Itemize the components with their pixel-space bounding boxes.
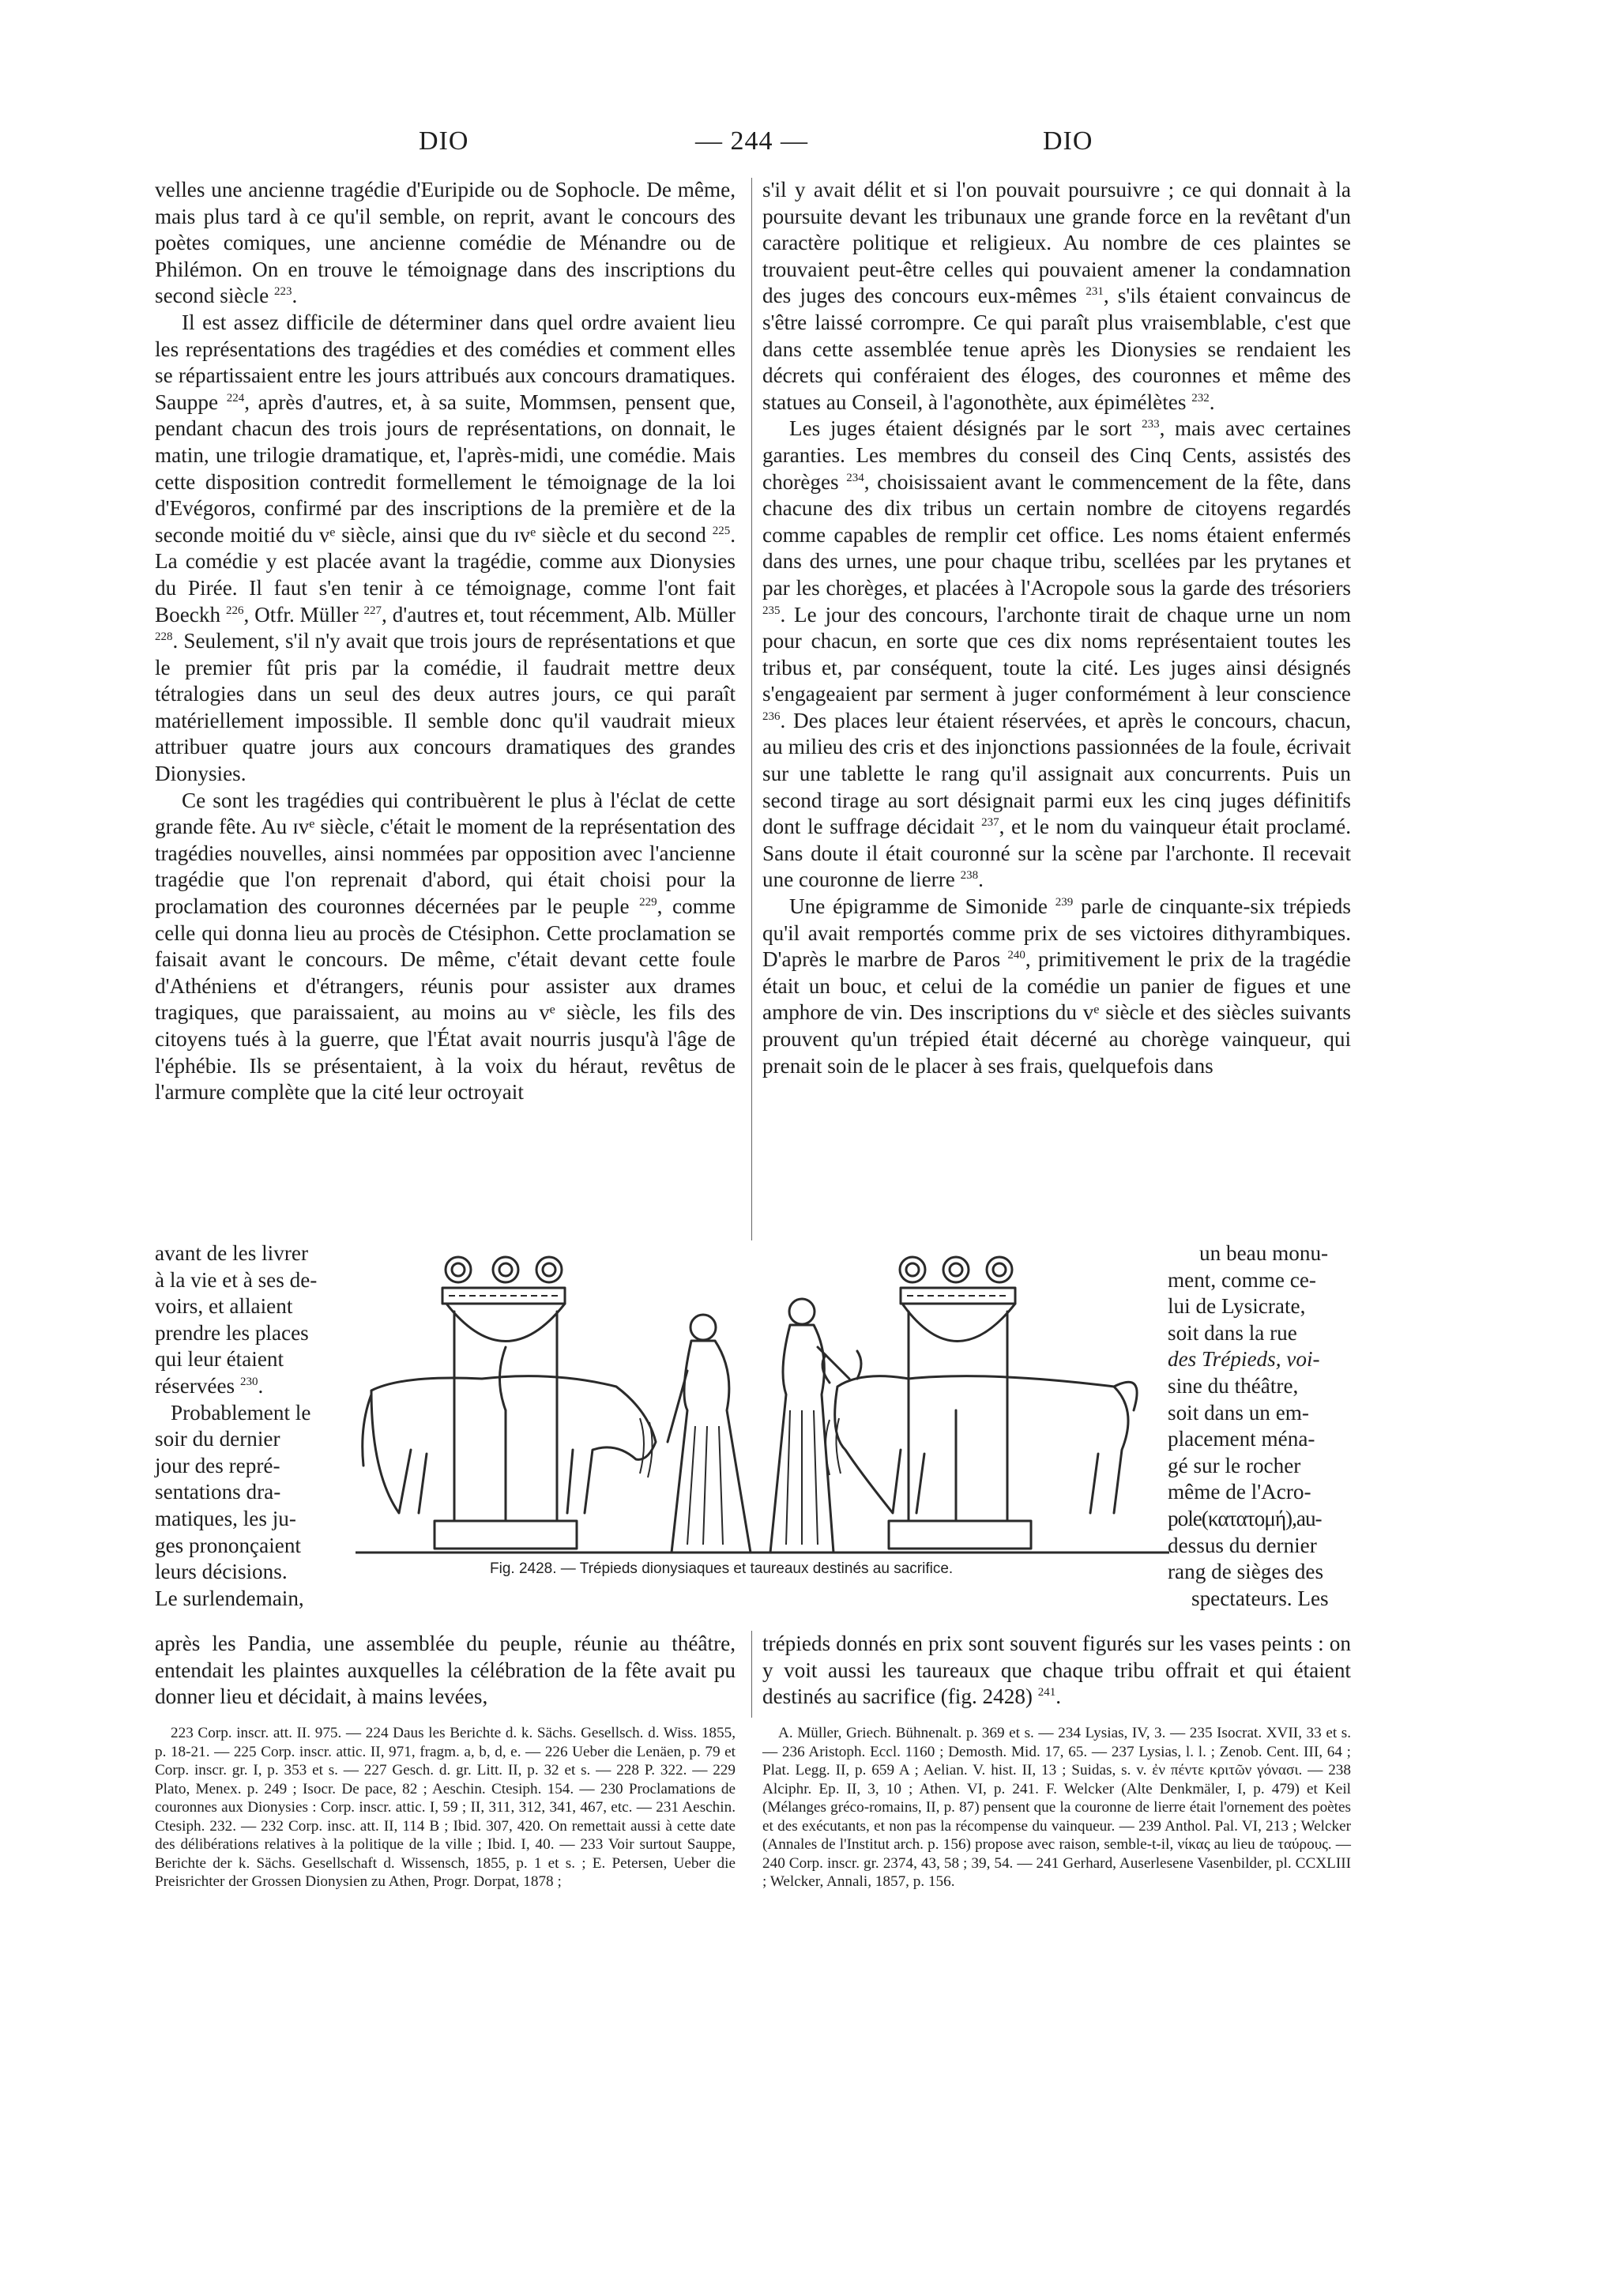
wrap-line: réservées $^{230}$.: [155, 1373, 264, 1398]
wrap-line: voirs, et allaient: [155, 1294, 293, 1319]
wrap-line: spectateurs. Les: [1191, 1586, 1329, 1610]
header-left: DIO: [419, 126, 469, 156]
left-paragraph-1: velles une ancienne tragédie d'Euripide ou de Sophocle. De même, mais plus tard à ce qu'il semble, on reprit, avant le concours des poètes comiques, une ancienne comédie de Ménandre ou de Philémon. On en trouve le témoignage dans des inscriptions du second siècle $^{223}$.: [155, 178, 736, 308]
left-bottom-paragraph: après les Pandia, une assemblée du peuple, réunie au théâtre, entendait les plaintes auxquelles la célébration de la fête avait pu donner lieu et décidait, à mains levées,: [155, 1632, 736, 1709]
wrap-line: leurs décisions.: [155, 1560, 288, 1584]
wrap-line: sentations dra-: [155, 1480, 281, 1504]
wrap-line: soit dans la rue: [1168, 1320, 1297, 1345]
wrap-line: qui leur étaient: [155, 1347, 284, 1372]
footnotes-right: A. Müller, Griech. Bühnenalt. p. 369 et s. — 234 Lysias, IV, 3. — 235 Isocrat. XVII, 33 et s. — 236 Aristoph. Eccl. 1160 ; Demosth. Mid. 17, 65. — 237 Lysias, l. l. ; Zenob. Cent. III, 64 ; Plat. Legg. II, p. 659 A ; Aelian. V. hist. II, 13 ; Suidas, s. v. ἐν πέντε κριτῶν γόνασι. — 238 Alciphr. Ep. II, 3, 10 ; Athen. VI, p. 241. F. Welcker (Alte Denkmäler, I, p. 479) et Keil (Mélanges gréco-romains, II, p. 87) pensent que la couronne de lierre était l'ornement des poètes et des exécutants, et non pas la récompense du vainqueur. — 239 Anthol. Pal. VI, 213 ; Welcker (Annales de l'Institut arch. p. 156) propose avec raison, semble-t-il, νίκας au lieu de ταύρους. — 240 Corp. inscr. gr. 2374, 43, 58 ; 39, 54. — 241 Gerhard, Auserlesene Vasenbilder, pl. CCXLIII ; Welcker, Annali, 1857, p. 156.: [762, 1725, 1351, 1890]
right-paragraph-2: Les juges étaient désignés par le sort $^{233}$, mais avec certaines garanties. Les membres du conseil des Cinq Cents, assistés des chorèges $^{234}$, choisissaient avant le commencement de la fête, dans chacune des dix tribus un certain nombre de citoyens regardés comme capables de remplir cet office. Les noms étaient enfermés dans des urnes, une pour chaque tribu, scellées par les prytanes et par les chorèges, et placées à l'Acropole sous la garde des trésoriers $^{235}$. Le jour des concours, l'archonte tirait de chaque urne un nom pour chacun, en sorte que ces dix noms représentaient toutes les tribus et, par conséquent, toute la cité. Les juges ainsi désignés s'engageaient par serment à juger conformément à leur conscience $^{236}$. Des places leur étaient réservées, et après le concours, chacun, au milieu des cris et des injonctions passionnées de la foule, écrivait sur une tablette le rang qu'il assignait aux concurrents. Puis un second tirage au sort désignait parmi eux les cinq juges définitifs dont le suffrage décidait $^{237}$, et le nom du vainqueur était proclamé. Sans doute il était couronné sur la scène par l'archonte. Il recevait une couronne de lierre $^{238}$.: [762, 416, 1352, 892]
wrap-line: placement ména-: [1168, 1427, 1315, 1451]
right-paragraph-1: s'il y avait délit et si l'on pouvait poursuivre ; ce qui donnait à la poursuite devant les tribunaux une grande force en la revêtant d'un caractère politique et religieux. Au nombre de ces plaintes se trouvaient peut-être celles qui pouvaient amener la condamnation des juges des concours eux-mêmes $^{231}$, s'ils étaient convaincus de s'être laissé corrompre. Ce qui paraît plus vraisemblable, c'est que dans cette assemblée tenue après les Dionysies se rendaient les décrets qui conféraient des éloges, des couronnes et même des statues au Conseil, à l'agonothète, aux épimélètes $^{232}$.: [762, 178, 1351, 414]
wrap-line: sine du théâtre,: [1168, 1373, 1299, 1398]
wrap-line: matiques, les ju-: [155, 1506, 296, 1530]
wrap-line: jour des repré-: [155, 1453, 280, 1477]
wrap-line: ment, comme ce-: [1168, 1267, 1316, 1292]
wrap-line: dessus du dernier: [1168, 1533, 1317, 1557]
wrap-line: soit dans un em-: [1168, 1400, 1309, 1425]
wrap-line: Le surlendemain,: [155, 1586, 304, 1610]
wrap-line: même de l'Acro-: [1168, 1480, 1311, 1504]
right-bottom-paragraph: trépieds donnés en prix sont souvent figurés sur les vases peints : on y voit aussi les taureaux que chaque tribu offrait et qui étaient destinés au sacrifice (fig. 2428) $^{241}$.: [762, 1632, 1351, 1709]
vase-illustration: [356, 1252, 1169, 1584]
wrap-line: avant de les livrer: [155, 1241, 309, 1265]
page-number: — 244 —: [695, 126, 808, 156]
header-right: DIO: [1043, 126, 1093, 156]
footnotes-left: 223 Corp. inscr. att. II. 975. — 224 Daus les Berichte d. k. Sächs. Gesellsch. d. Wiss. 1855, p. 18-21. — 225 Corp. inscr. attic. II, 971, fragm. a, b, d, e. — 226 Ueber die Lenäen, p. 79 et Corp. inscr. gr. I, p. 353 et s. — 227 Gesch. d. gr. Litt. II, p. 32 et s. — 228 P. 322. — 229 Plato, Menex. p. 249 ; Isocr. De pace, 82 ; Aeschin. Ctesiph. 154. — 230 Proclamations de couronnes aux Dionysies : Corp. inscr. attic. I, 59 ; II, 311, 312, 341, 467, etc. — 231 Aeschin. Ctesiph. 232. — 232 Corp. insc. att. II, 114 B ; Ibid. 307, 420. On remettait aussi à cette date des délibérations relatives à la politique de la ville ; Ibid. I, 40. — 233 Voir surtout Sauppe, Berichte der k. Sächs. Gesellschaft d. Wissensch, 1855, p. 1 et s. ; E. Petersen, Ueber die Preisrichter der Grossen Dionysien zu Athen, Progr. Dorpat, 1878 ;: [155, 1725, 736, 1890]
bull-right: [822, 1351, 1137, 1513]
wrap-line: prendre les places: [155, 1320, 309, 1345]
tripod-left: [435, 1257, 577, 1549]
wrap-line: pole(κατατομή),au-: [1168, 1506, 1322, 1530]
figure-2428: [356, 1252, 1169, 1584]
right-paragraph-3: Une épigramme de Simonide $^{239}$ parle de cinquante-six trépieds qu'il avait remportés comme prix de ses victoires dithyrambiques. D'après le marbre de Paros $^{240}$, primitivement le prix de la tragédie était un bouc, et celui de la comédie un panier de figues et une amphore de vin. Des inscriptions du vᵉ siècle et des siècles suivants prouvent qu'un trépied était décerné au chorège vainqueur, qui prenait soin de le placer à ses frais, quelquefois dans: [762, 894, 1352, 1078]
column-rule-bottom: [751, 1631, 752, 1718]
left-wrap-text: [155, 1240, 333, 1612]
woman-left: [668, 1315, 751, 1553]
wrap-line: rang de sièges des: [1168, 1560, 1324, 1584]
tripod-right: [889, 1257, 1031, 1549]
left-paragraph-3: Ce sont les tragédies qui contribuèrent le plus à l'éclat de cette grande fête. Au ɪvᵉ siècle, c'était le moment de la représentation des tragédies nouvelles, ainsi nommées par opposition avec l'ancienne tragédie que l'on reprenait d'abord, qui était choisi pour la proclamation des couronnes décernées par le peuple $^{229}$, comme celle qui donna lieu au procès de Ctésiphon. Cette proclamation se faisait avant le concours. De même, c'était devant cette foule d'Athéniens et d'étrangers, réunis pour assister aux drames tragiques, que paraissaient, au moins au vᵉ siècle, les fils des citoyens tués à la guerre, que l'État avait nourris jusqu'à l'âge de l'éphébie. Ils se présentaient, à la voix du héraut, revêtus de l'armure complète que la cité leur octroyait: [155, 788, 736, 1105]
wrap-line: gé sur le rocher: [1168, 1453, 1301, 1477]
left-paragraph-2: Il est assez difficile de déterminer dans quel ordre avaient lieu les représentations des tragédies et des comédies et comment elles se répartissaient entre les jours attribués aux concours dramatiques. Sauppe $^{224}$, après d'autres, et, à sa suite, Mommsen, pensent que, pendant chacun des trois jours de représentations, on donnait, le matin, une trilogie dramatique, et, l'après-midi, une comédie. Mais cette disposition contredit formellement le témoignage de la loi d'Evégoros, confirmé par des inscriptions de la première et de la seconde moitié du vᵉ siècle, ainsi que du ɪvᵉ siècle et du second $^{225}$. La comédie y est placée avant la tragédie, comme aux Dionysies du Pirée. Il faut s'en tenir à ce témoignage, comme l'ont fait Boeckh $^{226}$, Otfr. Müller $^{227}$, d'autres et, tout récemment, Alb. Müller $^{228}$. Seulement, s'il n'y avait que trois jours de représentations et que le premier fût pris par la comédie, il faudrait mettre deux tétralogies dans un seul des deux autres jours, ce qui paraît matériellement impossible. Il semble donc qu'il vaudrait mieux attribuer quatre jours aux concours dramatiques des grandes Dionysies.: [155, 310, 736, 786]
right-column: [762, 177, 1351, 1079]
wrap-line: des Trépieds, voi-: [1168, 1347, 1320, 1372]
figure-caption: Fig. 2428. — Trépieds dionysiaques et taureaux destinés au sacrifice.: [490, 1560, 954, 1577]
wrap-line: un beau monu-: [1199, 1241, 1329, 1265]
wrap-line: Probablement le: [171, 1400, 311, 1425]
column-rule-top: [751, 178, 752, 1240]
wrap-line: lui de Lysicrate,: [1168, 1294, 1306, 1319]
wrap-line: ges prononçaient: [155, 1533, 301, 1557]
wrap-line: soir du dernier: [155, 1427, 280, 1451]
left-column: [155, 177, 736, 1106]
wrap-line: à la vie et à ses de-: [155, 1267, 318, 1292]
right-wrap-text: [1168, 1240, 1351, 1612]
bull-left: [363, 1376, 656, 1513]
